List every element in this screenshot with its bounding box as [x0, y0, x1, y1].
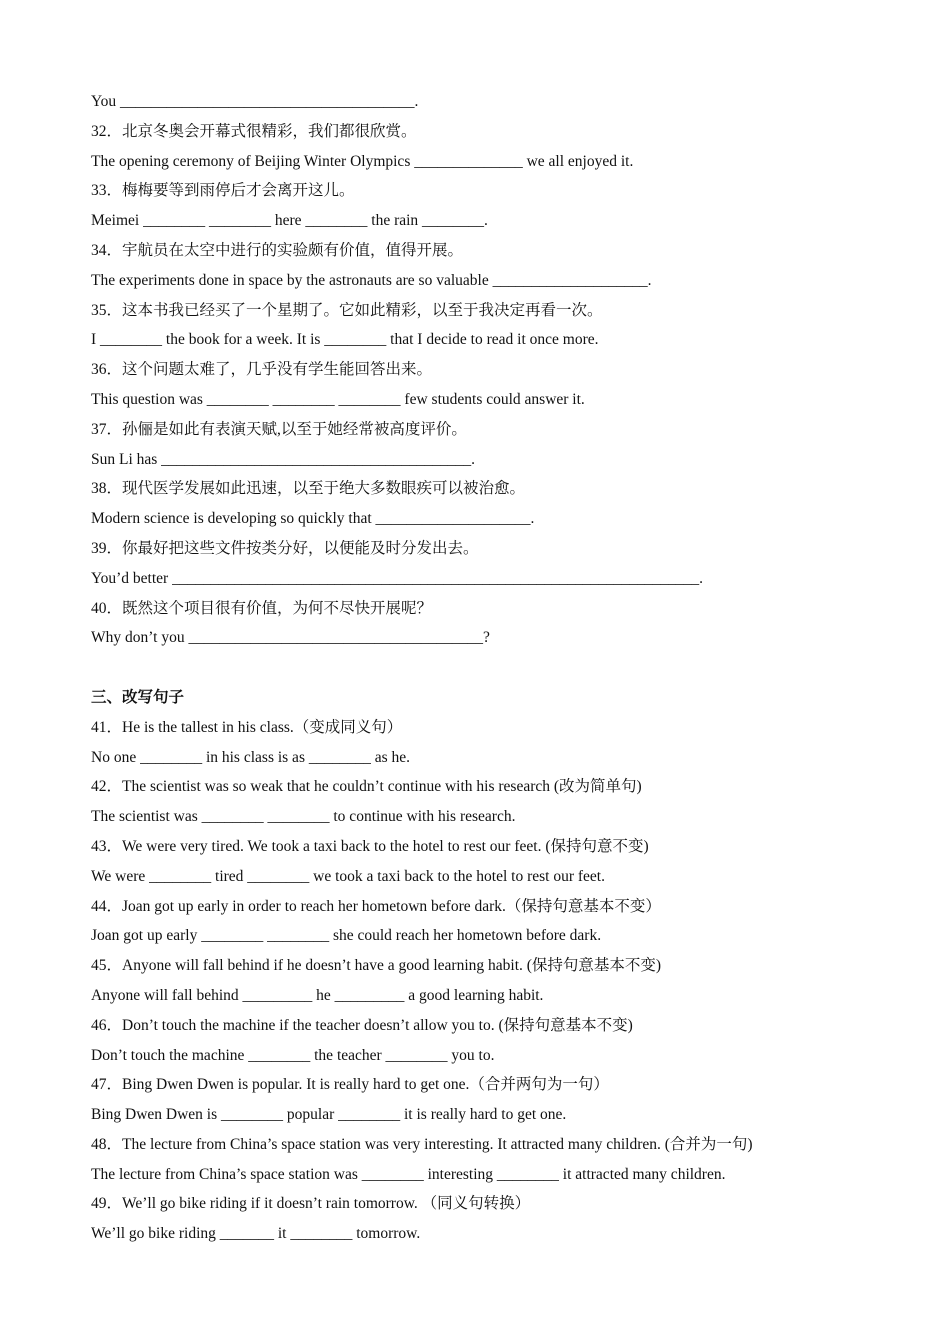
answer-line-39: You’d better ____________________________________________________________________.: [91, 569, 703, 587]
question-32-prompt: 32．北京冬奥会开幕式很精彩，我们都很欣赏。: [91, 122, 417, 140]
question-46-prompt: 46．Don’t touch the machine if the teacher doesn’t allow you to. (保持句意基本不变): [91, 1016, 633, 1034]
answer-line-45: Anyone will fall behind _________ he _________ a good learning habit.: [91, 986, 544, 1004]
worksheet-page: [91, 87, 891, 1249]
question-35-prompt: 35．这本书我已经买了一个星期了。它如此精彩，以至于我决定再看一次。: [91, 301, 603, 319]
question-49-prompt: 49．We’ll go bike riding if it doesn’t rain tomorrow. （同义句转换）: [91, 1195, 531, 1213]
question-47-prompt: 47．Bing Dwen Dwen is popular. It is really hard to get one.（合并两句为一句）: [91, 1076, 609, 1094]
answer-line-44: Joan got up early ________ ________ she could reach her hometown before dark.: [91, 927, 602, 945]
answer-line-40: Why don’t you ______________________________________?: [91, 629, 490, 647]
answer-line-31: You ______________________________________.: [91, 93, 419, 110]
answer-line-48: The lecture from China’s space station was ________ interesting ________ it attracted many children.: [91, 1165, 726, 1183]
section-heading: 三、改写句子: [91, 688, 185, 706]
answer-line-35: I ________ the book for a week. It is ________ that I decide to read it once more.: [91, 331, 599, 349]
question-41-prompt: 41．He is the tallest in his class.（变成同义句）: [91, 718, 403, 736]
answer-line-43: We were ________ tired ________ we took a taxi back to the hotel to rest our feet.: [91, 867, 605, 885]
question-44-prompt: 44．Joan got up early in order to reach her hometown before dark.（保持句意基本不变）: [91, 897, 661, 915]
question-39-prompt: 39．你最好把这些文件按类分好，以便能及时分发出去。: [91, 539, 479, 557]
answer-line-41: No one ________ in his class is as ________ as he.: [91, 748, 411, 766]
question-37-prompt: 37．孙俪是如此有表演天赋,以至于她经常被高度评价。: [91, 420, 467, 438]
question-43-prompt: 43．We were very tired. We took a taxi back to the hotel to rest our feet. (保持句意不变): [91, 837, 649, 855]
question-34-prompt: 34．宇航员在太空中进行的实验颇有价值，值得开展。: [91, 241, 464, 259]
answer-line-33: Meimei ________ ________ here ________ the rain ________.: [91, 212, 488, 230]
question-40-prompt: 40．既然这个项目很有价值，为何不尽快开展呢？: [91, 599, 433, 617]
answer-line-49: We’ll go bike riding _______ it ________ tomorrow.: [91, 1225, 421, 1243]
question-33-prompt: 33．梅梅要等到雨停后才会离开这儿。: [91, 182, 355, 200]
answer-line-46: Don’t touch the machine ________ the teacher ________ you to.: [91, 1046, 495, 1064]
answer-line-36: This question was ________ ________ ________ few students could answer it.: [91, 390, 585, 408]
answer-line-37: Sun Li has ________________________________________.: [91, 450, 476, 468]
question-48-prompt: 48．The lecture from China’s space station was very interesting. It attracted many children. (合并为一句): [91, 1135, 753, 1153]
answer-line-32: The opening ceremony of Beijing Winter Olympics ______________ we all enjoyed it.: [91, 152, 634, 170]
question-42-prompt: 42．The scientist was so weak that he couldn’t continue with his research (改为简单句): [91, 778, 642, 796]
question-36-prompt: 36．这个问题太难了，几乎没有学生能回答出来。: [91, 361, 433, 379]
answer-line-38: Modern science is developing so quickly that ____________________.: [91, 510, 535, 528]
question-38-prompt: 38．现代医学发展如此迅速，以至于绝大多数眼疾可以被治愈。: [91, 480, 526, 498]
question-45-prompt: 45．Anyone will fall behind if he doesn’t have a good learning habit. (保持句意基本不变): [91, 957, 662, 975]
answer-line-34: The experiments done in space by the astronauts are so valuable ____________________.: [91, 271, 652, 289]
answer-line-47: Bing Dwen Dwen is ________ popular ________ it is really hard to get one.: [91, 1106, 567, 1124]
answer-line-42: The scientist was ________ ________ to continue with his research.: [91, 808, 516, 826]
section-spacer: [91, 653, 891, 683]
